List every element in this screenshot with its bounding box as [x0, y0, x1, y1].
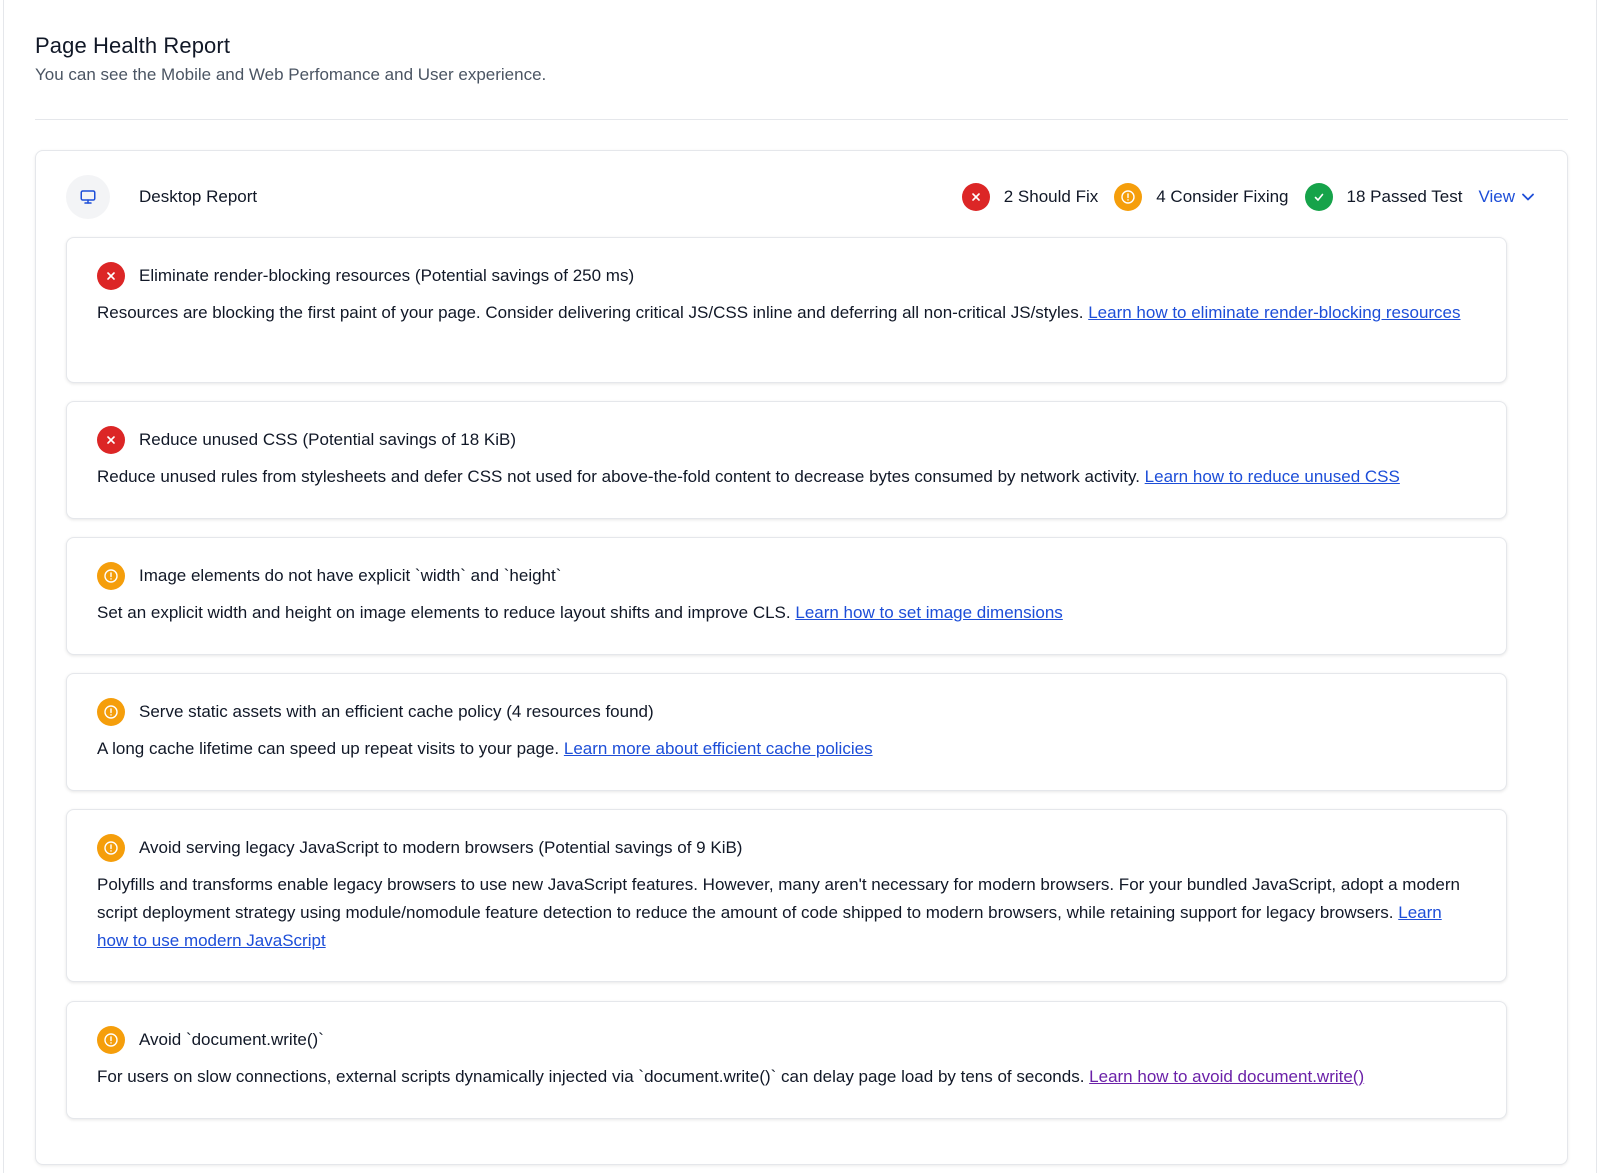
issue-title-row	[97, 834, 1476, 862]
should-fix-label: 2 Should Fix	[1003, 187, 1099, 206]
report-name: Desktop Report	[139, 187, 258, 206]
view-toggle-button[interactable]	[1478, 187, 1535, 207]
issue-description-text: Reduce unused rules from stylesheets and defer CSS not used for above-the-fold content to decrease bytes consumed by network activity.	[97, 467, 1140, 486]
header-divider	[35, 119, 1568, 120]
page-title: Page Health Report	[35, 33, 231, 58]
check-circle-icon	[1305, 183, 1333, 211]
x-circle-icon	[97, 426, 125, 454]
report-header	[66, 175, 1535, 219]
page-header	[35, 30, 1568, 88]
issue-learn-link[interactable]: Learn how to eliminate render-blocking resources	[1088, 303, 1461, 322]
issue-description-text: Resources are blocking the first paint of your page. Consider delivering critical JS/CSS inline and deferring all non-critical JS/styles.	[97, 303, 1084, 322]
issue-card	[66, 537, 1507, 655]
issue-title: Serve static assets with an efficient cache policy (4 resources found)	[139, 702, 654, 721]
issue-learn-link[interactable]: Learn how to use modern JavaScript	[97, 903, 1442, 950]
consider-fixing-count	[1114, 183, 1288, 211]
issue-description	[97, 735, 1476, 763]
monitor-icon	[66, 175, 110, 219]
issue-title: Eliminate render-blocking resources (Potential savings of 250 ms)	[139, 266, 635, 285]
issue-description-text: Polyfills and transforms enable legacy browsers to use new JavaScript features. However, many aren't necessary for modern browsers. For your bundled JavaScript, adopt a modern script deployment strategy using module/nomodule feature detection to reduce the amount of code shipped to modern browsers, while retaining support for legacy browsers.	[97, 875, 1460, 922]
issue-learn-link[interactable]: Learn how to avoid document.write()	[1089, 1067, 1365, 1086]
alert-circle-icon	[97, 698, 125, 726]
passed-label: 18 Passed Test	[1346, 187, 1463, 206]
issue-learn-link[interactable]: Learn how to set image dimensions	[795, 603, 1063, 622]
issue-card	[66, 1001, 1507, 1119]
page	[3, 0, 1597, 1173]
issue-description	[97, 463, 1476, 491]
issue-title: Image elements do not have explicit `width` and `height`	[139, 566, 562, 585]
issue-description	[97, 299, 1476, 327]
issue-title: Avoid `document.write()`	[139, 1030, 324, 1049]
issue-description-text: For users on slow connections, external scripts dynamically injected via `document.write()` can delay page load by tens of seconds.	[97, 1067, 1085, 1086]
x-circle-icon	[962, 183, 990, 211]
issue-title-row	[97, 562, 1476, 590]
issue-description	[97, 871, 1476, 955]
issue-description-text: Set an explicit width and height on image elements to reduce layout shifts and improve CLS.	[97, 603, 791, 622]
issue-card	[66, 237, 1507, 383]
desktop-report-card	[35, 150, 1568, 1165]
issue-card	[66, 401, 1507, 519]
issue-title-row	[97, 698, 1476, 726]
issue-title: Reduce unused CSS (Potential savings of 18 KiB)	[139, 430, 517, 449]
x-circle-icon	[97, 262, 125, 290]
consider-fixing-label: 4 Consider Fixing	[1156, 187, 1289, 206]
issue-card	[66, 673, 1507, 791]
alert-circle-icon	[97, 562, 125, 590]
passed-count	[1305, 183, 1463, 211]
issue-card	[66, 809, 1507, 982]
report-summary	[946, 183, 1535, 211]
issue-learn-link[interactable]: Learn more about efficient cache policies	[563, 739, 873, 758]
should-fix-count	[962, 183, 1099, 211]
issue-description-text: A long cache lifetime can speed up repeat visits to your page.	[97, 739, 560, 758]
view-label: View	[1478, 187, 1515, 206]
issue-title-row	[97, 1026, 1476, 1054]
alert-circle-icon	[1114, 183, 1142, 211]
alert-circle-icon	[97, 1026, 125, 1054]
issue-learn-link[interactable]: Learn how to reduce unused CSS	[1144, 467, 1400, 486]
issue-description	[97, 1063, 1476, 1091]
issue-title: Avoid serving legacy JavaScript to modern browsers (Potential savings of 9 KiB)	[139, 838, 743, 857]
issue-title-row	[97, 262, 1476, 290]
issue-description	[97, 599, 1476, 627]
issue-title-row	[97, 426, 1476, 454]
chevron-down-icon	[1521, 190, 1535, 204]
page-subtitle: You can see the Mobile and Web Perfomance and User experience.	[35, 65, 547, 84]
alert-circle-icon	[97, 834, 125, 862]
